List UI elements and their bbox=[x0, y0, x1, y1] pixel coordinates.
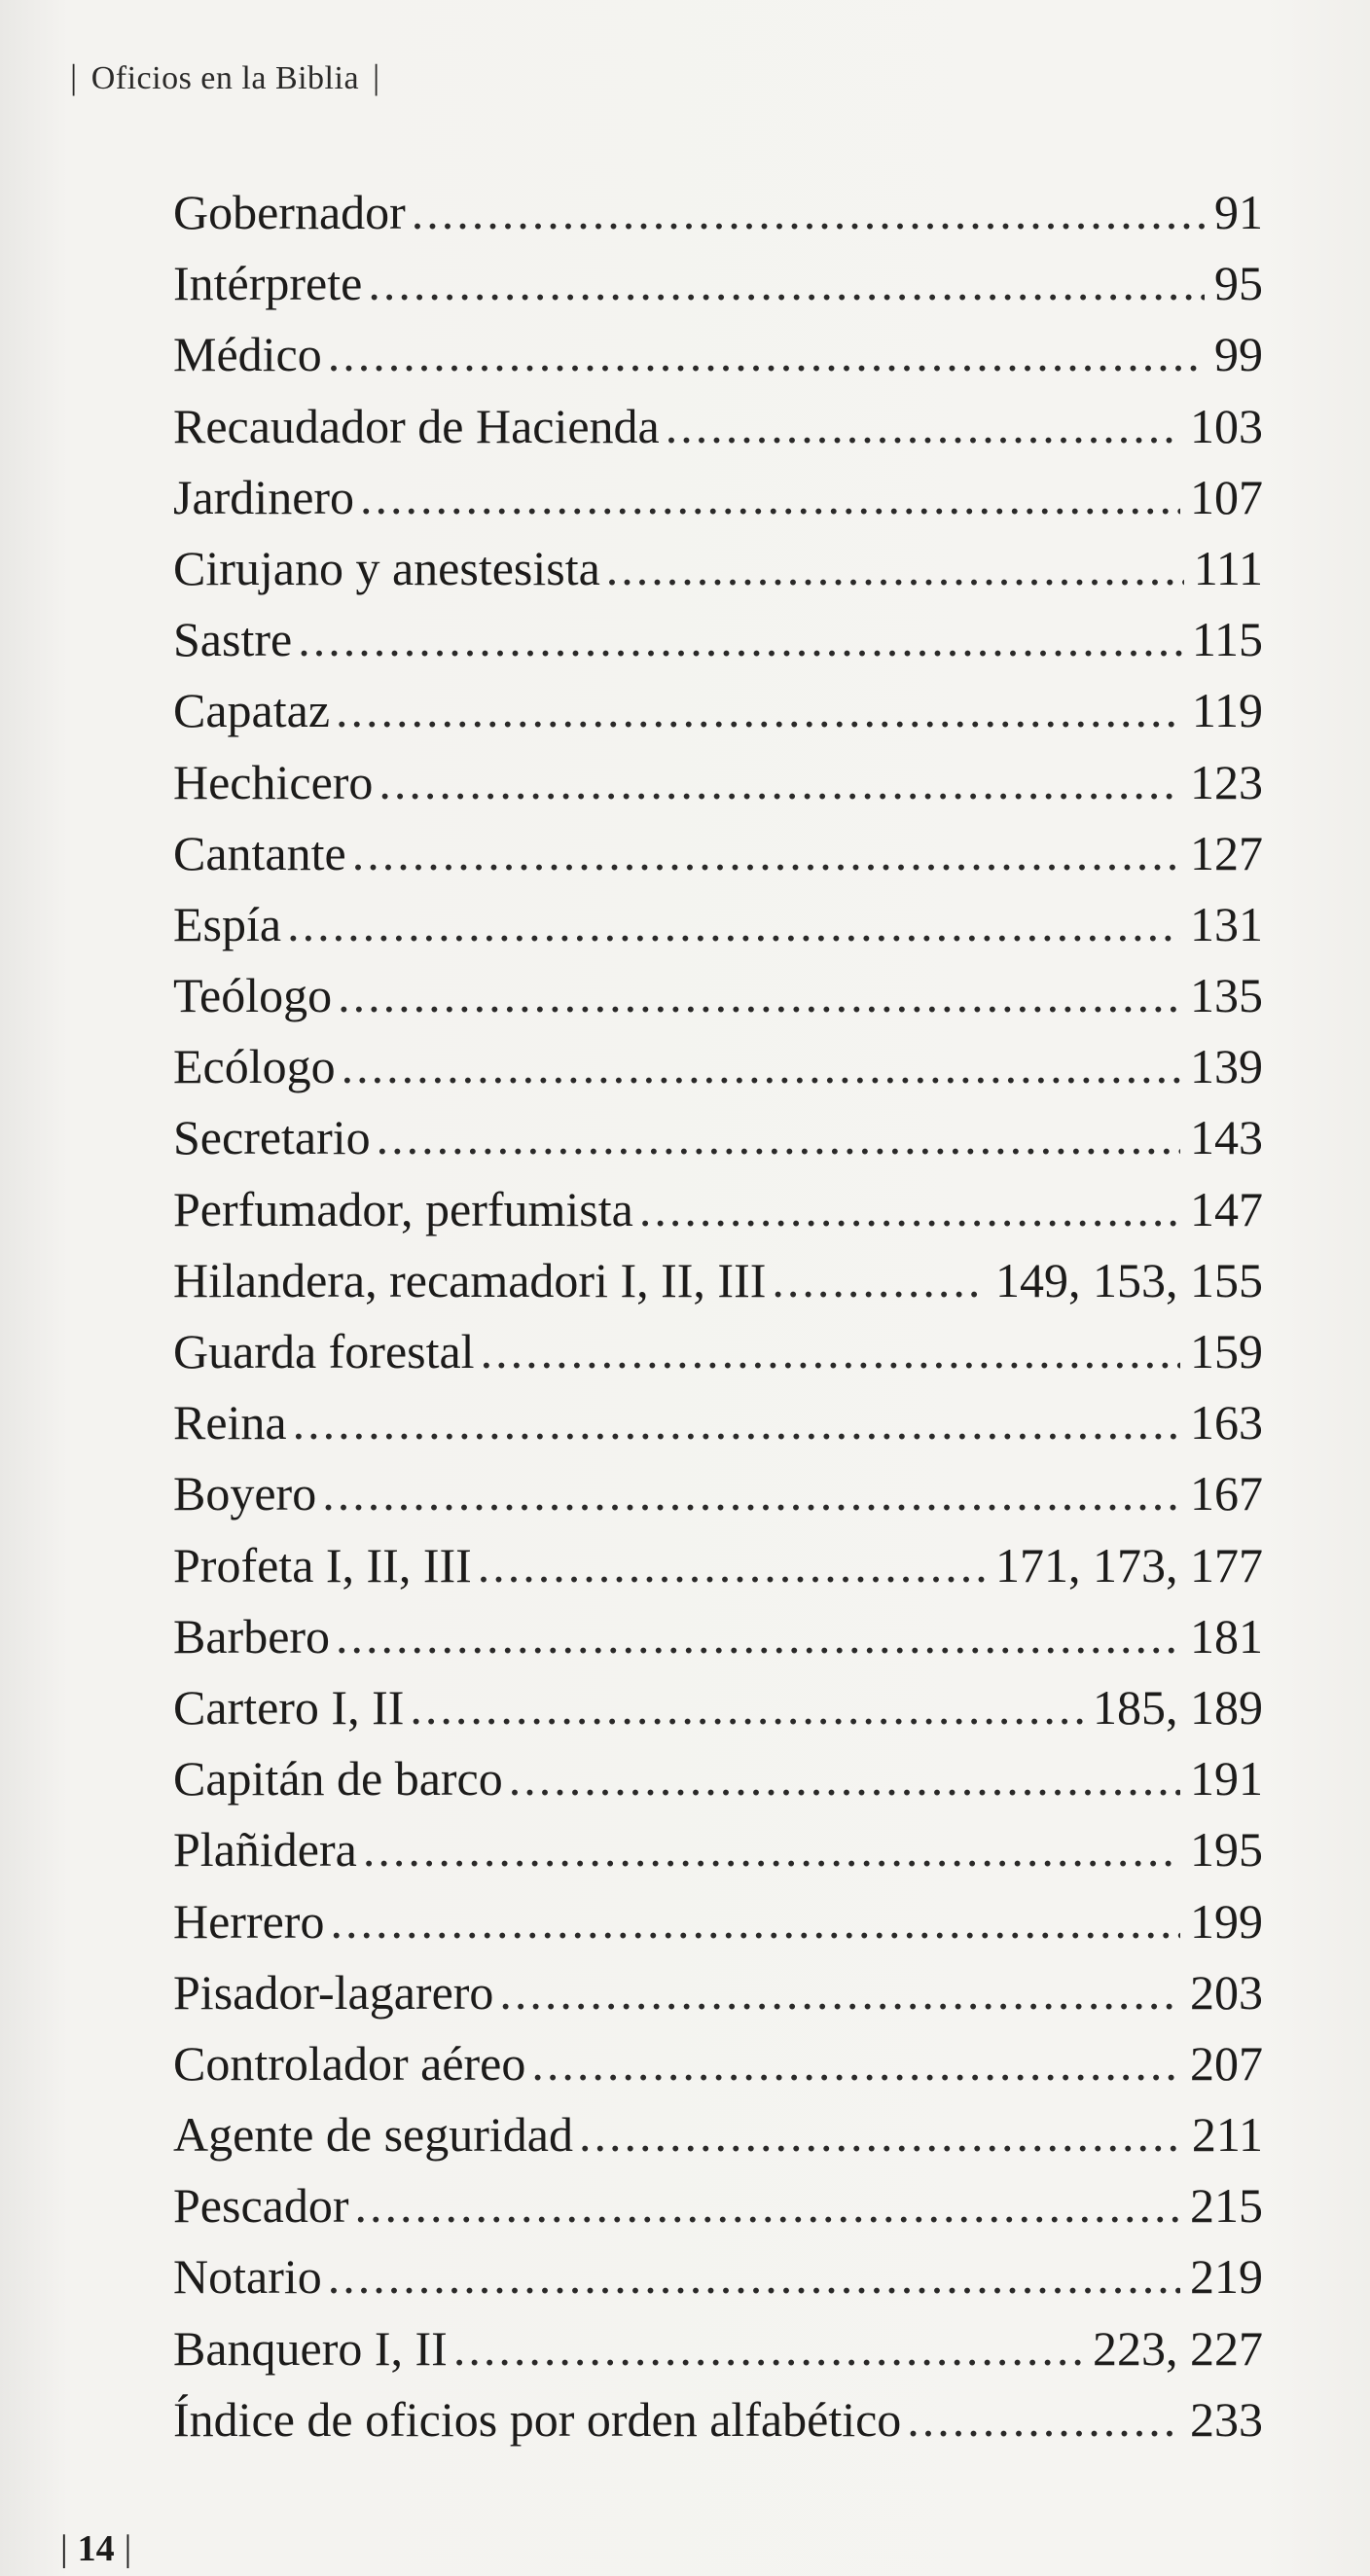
toc-entry-title: Reina bbox=[173, 1395, 287, 1450]
toc-entry bbox=[173, 533, 1263, 604]
toc-entry-pages: 191 bbox=[1190, 1751, 1263, 1807]
toc-entry-pages: 211 bbox=[1191, 2107, 1263, 2163]
toc-entry-pages: 181 bbox=[1190, 1608, 1263, 1664]
dot-leader bbox=[338, 960, 1180, 1031]
toc-entry-title: Cantante bbox=[173, 825, 346, 880]
toc-entry bbox=[173, 1102, 1263, 1173]
toc-entry bbox=[173, 1174, 1263, 1245]
dot-leader bbox=[410, 1672, 1083, 1743]
toc-entry bbox=[173, 1245, 1263, 1316]
dot-leader bbox=[328, 2241, 1180, 2312]
toc-entry-title: Boyero bbox=[173, 1466, 317, 1521]
dot-leader bbox=[355, 2170, 1181, 2241]
toc-entry-title: Cirujano y anestesista bbox=[173, 540, 600, 595]
toc-entry-pages: 167 bbox=[1190, 1466, 1263, 1521]
toc-entry-title: Médico bbox=[173, 327, 322, 382]
toc-entry-pages: 207 bbox=[1190, 2035, 1263, 2091]
table-of-contents bbox=[173, 177, 1263, 2455]
dot-leader bbox=[453, 2313, 1083, 2384]
dot-leader bbox=[328, 319, 1205, 390]
toc-entry-pages: 143 bbox=[1190, 1110, 1263, 1165]
toc-entry-pages: 91 bbox=[1214, 185, 1263, 239]
dot-leader bbox=[481, 1316, 1180, 1387]
toc-entry-title: Plañidera bbox=[173, 1822, 357, 1878]
toc-entry bbox=[173, 1743, 1263, 1814]
dot-leader bbox=[377, 1102, 1180, 1173]
toc-entry-title: Herrero bbox=[173, 1893, 325, 1949]
dot-leader bbox=[499, 1957, 1180, 2028]
toc-entry-title: Capataz bbox=[173, 683, 331, 738]
toc-entry-pages: 99 bbox=[1214, 327, 1263, 382]
toc-entry bbox=[173, 604, 1263, 675]
toc-entry bbox=[173, 1387, 1263, 1458]
toc-entry bbox=[173, 391, 1263, 462]
folio-rule-left: | bbox=[60, 2528, 68, 2569]
toc-entry-title: Controlador aéreo bbox=[173, 2035, 526, 2091]
toc-entry-title: Teólogo bbox=[173, 968, 333, 1023]
toc-entry-pages: 147 bbox=[1190, 1181, 1263, 1236]
toc-entry-title: Guarda forestal bbox=[173, 1324, 475, 1378]
dot-leader bbox=[579, 2099, 1182, 2170]
toc-entry-pages: 171, 173, 177 bbox=[995, 1537, 1263, 1592]
toc-entry bbox=[173, 462, 1263, 533]
toc-entry-pages: 185, 189 bbox=[1093, 1679, 1263, 1735]
toc-entry bbox=[173, 1601, 1263, 1672]
toc-entry-title: Agente de seguridad bbox=[173, 2107, 573, 2163]
toc-entry bbox=[173, 1814, 1263, 1885]
toc-entry-pages: 195 bbox=[1190, 1822, 1263, 1878]
toc-entry-pages: 115 bbox=[1191, 612, 1263, 667]
toc-entry-pages: 111 bbox=[1193, 540, 1263, 595]
dot-leader bbox=[509, 1743, 1180, 1814]
toc-entry-pages: 127 bbox=[1190, 825, 1263, 880]
toc-entry-pages: 219 bbox=[1190, 2249, 1263, 2305]
toc-entry bbox=[173, 818, 1263, 889]
running-header-title: Oficios en la Biblia bbox=[90, 60, 360, 96]
toc-entry bbox=[173, 1031, 1263, 1102]
toc-entry bbox=[173, 2170, 1263, 2241]
toc-entry bbox=[173, 177, 1263, 248]
toc-entry-title: Hechicero bbox=[173, 754, 374, 809]
toc-entry-title: Jardinero bbox=[173, 469, 355, 524]
toc-entry-title: Recaudador de Hacienda bbox=[173, 398, 660, 453]
dot-leader bbox=[606, 533, 1184, 604]
running-header bbox=[56, 56, 394, 97]
toc-entry-title: Hilandera, recamadori I, II, III bbox=[173, 1252, 767, 1307]
toc-entry-pages: 119 bbox=[1191, 683, 1263, 738]
toc-entry-title: Ecólogo bbox=[173, 1039, 336, 1094]
toc-entry-title: Espía bbox=[173, 896, 282, 951]
toc-entry-title: Índice de oficios por orden alfabético bbox=[173, 2391, 902, 2447]
header-rule-right: | bbox=[373, 57, 380, 96]
toc-entry-pages: 233 bbox=[1190, 2391, 1263, 2447]
toc-entry bbox=[173, 889, 1263, 960]
dot-leader bbox=[352, 818, 1180, 889]
toc-entry-pages: 131 bbox=[1190, 896, 1263, 951]
toc-entry-pages: 107 bbox=[1190, 469, 1263, 524]
toc-entry bbox=[173, 1886, 1263, 1957]
toc-entry-title: Intérprete bbox=[173, 256, 363, 311]
toc-entry-title: Gobernador bbox=[173, 185, 406, 239]
toc-entry bbox=[173, 319, 1263, 390]
toc-entry-title: Sastre bbox=[173, 612, 293, 667]
dot-leader bbox=[478, 1530, 986, 1601]
toc-entry bbox=[173, 1957, 1263, 2028]
dot-leader bbox=[293, 1387, 1180, 1458]
toc-entry-title: Banquero I, II bbox=[173, 2320, 448, 2376]
page-number-value: 14 bbox=[77, 2528, 115, 2569]
dot-leader bbox=[412, 177, 1205, 248]
toc-entry bbox=[173, 1530, 1263, 1601]
toc-entry-pages: 149, 153, 155 bbox=[995, 1252, 1263, 1307]
toc-entry-title: Barbero bbox=[173, 1608, 331, 1664]
toc-entry-title: Cartero I, II bbox=[173, 1679, 405, 1735]
toc-entry-pages: 103 bbox=[1190, 398, 1263, 453]
dot-leader bbox=[531, 2028, 1180, 2099]
dot-leader bbox=[772, 1245, 986, 1316]
dot-leader bbox=[666, 391, 1180, 462]
toc-entry-title: Pisador-lagarero bbox=[173, 1964, 494, 2020]
dot-leader bbox=[907, 2384, 1180, 2455]
toc-entry-pages: 159 bbox=[1190, 1324, 1263, 1378]
toc-entry bbox=[173, 2028, 1263, 2099]
toc-entry bbox=[173, 1316, 1263, 1387]
page-number bbox=[51, 2527, 141, 2570]
dot-leader bbox=[368, 248, 1205, 319]
toc-entry bbox=[173, 2313, 1263, 2384]
dot-leader bbox=[360, 462, 1180, 533]
dot-leader bbox=[379, 747, 1180, 818]
toc-entry bbox=[173, 1672, 1263, 1743]
dot-leader bbox=[336, 675, 1182, 746]
toc-entry-pages: 223, 227 bbox=[1093, 2320, 1263, 2376]
toc-entry-title: Perfumador, perfumista bbox=[173, 1181, 633, 1236]
toc-entry-pages: 203 bbox=[1190, 1964, 1263, 2020]
toc-entry-title: Profeta I, II, III bbox=[173, 1537, 472, 1592]
toc-entry-title: Capitán de barco bbox=[173, 1751, 503, 1807]
dot-leader bbox=[298, 604, 1182, 675]
dot-leader bbox=[322, 1458, 1180, 1529]
toc-entry bbox=[173, 960, 1263, 1031]
dot-leader bbox=[639, 1174, 1180, 1245]
toc-entry-title: Secretario bbox=[173, 1110, 371, 1165]
dot-leader bbox=[330, 1886, 1180, 1957]
toc-entry bbox=[173, 248, 1263, 319]
dot-leader bbox=[287, 889, 1180, 960]
toc-entry bbox=[173, 2099, 1263, 2170]
toc-entry bbox=[173, 747, 1263, 818]
header-rule-left: | bbox=[70, 57, 78, 96]
toc-entry-title: Pescador bbox=[173, 2178, 349, 2234]
toc-entry bbox=[173, 2241, 1263, 2312]
toc-entry-pages: 199 bbox=[1190, 1893, 1263, 1949]
toc-entry-pages: 135 bbox=[1190, 968, 1263, 1023]
toc-entry-pages: 163 bbox=[1190, 1395, 1263, 1450]
toc-entry-pages: 215 bbox=[1190, 2178, 1263, 2234]
dot-leader bbox=[336, 1601, 1180, 1672]
toc-entry-pages: 123 bbox=[1190, 754, 1263, 809]
toc-entry-title: Notario bbox=[173, 2249, 322, 2305]
toc-entry-pages: 139 bbox=[1190, 1039, 1263, 1094]
toc-entry bbox=[173, 2384, 1263, 2455]
toc-entry bbox=[173, 1458, 1263, 1529]
dot-leader bbox=[363, 1814, 1180, 1885]
dot-leader bbox=[342, 1031, 1180, 1102]
folio-rule-right: | bbox=[124, 2528, 132, 2569]
toc-entry-pages: 95 bbox=[1214, 256, 1263, 311]
toc-entry bbox=[173, 675, 1263, 746]
